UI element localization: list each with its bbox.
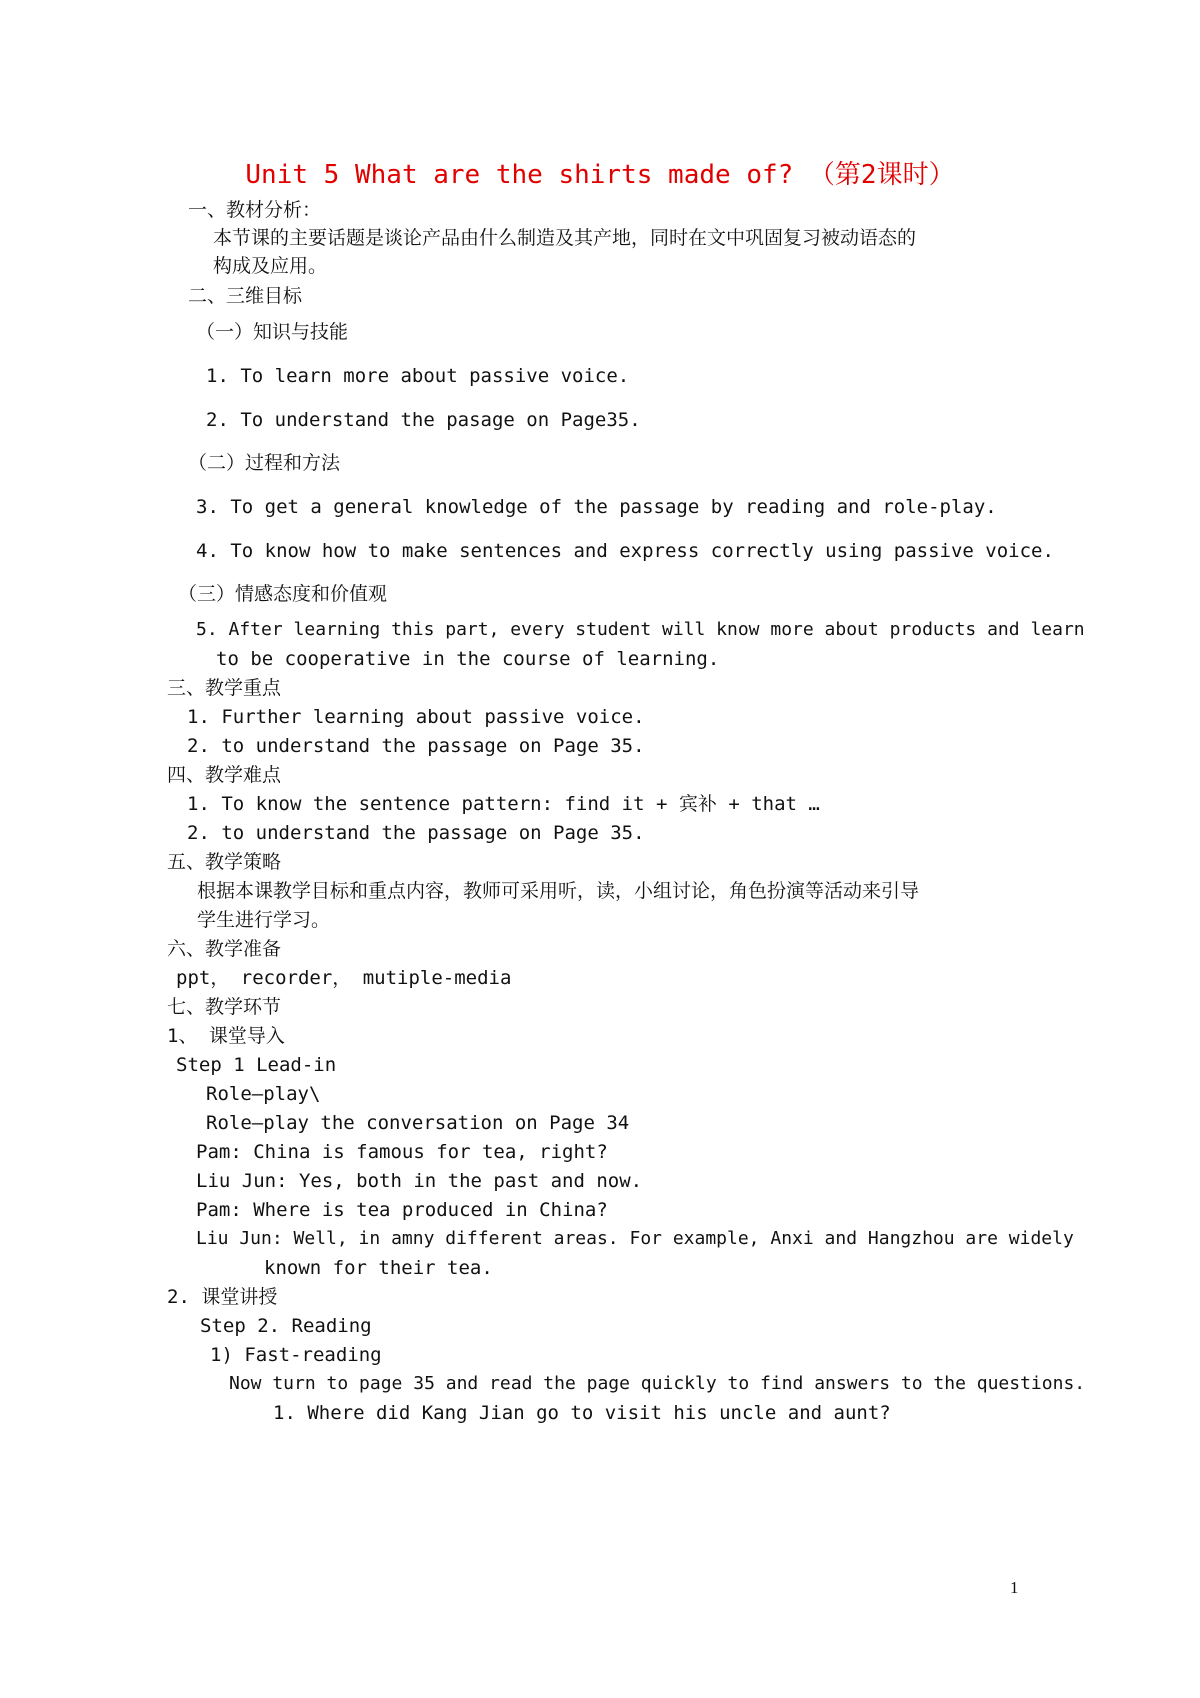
page-number: 1 [1010,1578,1019,1597]
dialogue-line: Pam: Where is tea produced in China? [196,1199,608,1221]
list-item: 2. to understand the passage on Page 35. [187,735,645,757]
section-heading-1: 一、教材分析： [188,199,322,221]
list-item: 1. To learn more about passive voice. [206,365,630,387]
subsection-heading: 1、 课堂导入 [167,1025,285,1047]
dialogue-line: Liu Jun: Yes, both in the past and now. [196,1170,643,1192]
list-item-continuation: to be cooperative in the course of learning. [216,648,720,670]
subsection-heading: （一）知识与技能 [196,321,349,343]
paragraph-line: Now turn to page 35 and read the page quickly to find answers to the questions. [229,1373,1086,1394]
list-item: 3. To get a general knowledge of the passage by reading and role-play. [196,496,997,518]
paragraph-line: Role—play\ [206,1083,321,1105]
section-heading-6: 六、教学准备 [167,938,282,960]
step-heading: Step 1 Lead-in [176,1054,337,1076]
section-heading-7: 七、教学环节 [167,996,282,1018]
page-title: Unit 5 What are the shirts made of? （第2课时） [245,160,955,190]
list-item: 4. To know how to make sentences and express correctly using passive voice. [196,540,1054,562]
paragraph-line: Role—play the conversation on Page 34 [206,1112,630,1134]
section-heading-4: 四、教学难点 [167,764,282,786]
step-heading: Step 2. Reading [200,1315,372,1337]
list-item: 1. To know the sentence pattern: find it + 宾补 + that … [187,793,820,815]
paragraph-line: 本节课的主要话题是谈论产品由什么制造及其产地，同时在文中巩固复习被动语态的 [213,227,917,249]
list-item: 1. Further learning about passive voice. [187,706,645,728]
list-item: 2. To understand the pasage on Page35. [206,409,641,431]
list-item: 5. After learning this part, every student will know more about products and learn [196,619,1085,640]
paragraph-line: 学生进行学习。 [197,909,331,931]
paragraph-line: 根据本课教学目标和重点内容，教师可采用听，读，小组讨论，角色扮演等活动来引导 [197,880,920,902]
subsection-heading: （三）情感态度和价值观 [178,583,388,605]
section-heading-3: 三、教学重点 [167,677,282,699]
paragraph-line: 1) Fast-reading [210,1344,382,1366]
paragraph-line: ppt， recorder， mutiple-media [176,967,512,989]
section-heading-5: 五、教学策略 [167,851,282,873]
list-item: 2. to understand the passage on Page 35. [187,822,645,844]
dialogue-line-continuation: known for their tea. [264,1257,493,1279]
subsection-heading: 2. 课堂讲授 [167,1286,278,1308]
dialogue-line: Pam: China is famous for tea, right? [196,1141,608,1163]
dialogue-line: Liu Jun: Well, in amny different areas. For example, Anxi and Hangzhou are widely [196,1228,1074,1249]
section-heading-2: 二、三维目标 [188,285,303,307]
list-item: 1. Where did Kang Jian go to visit his uncle and aunt? [273,1402,891,1424]
paragraph-line: 构成及应用。 [213,255,328,277]
subsection-heading: （二）过程和方法 [188,452,341,474]
